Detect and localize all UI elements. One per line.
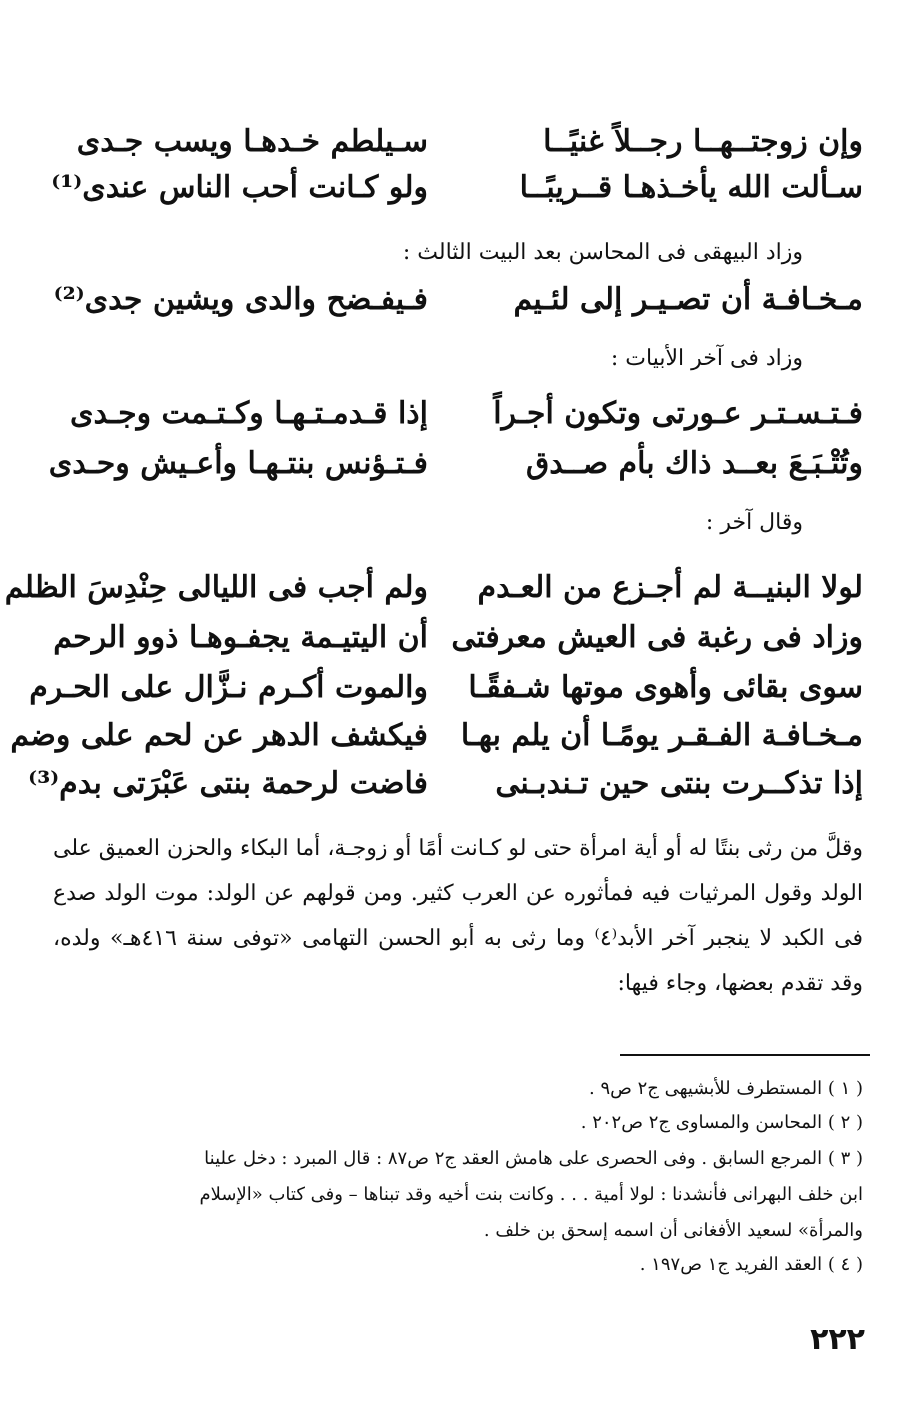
verse-second-hemistich: ولو كـانت أحب الناس عندى⁽¹⁾ bbox=[51, 170, 428, 205]
verse-second-hemistich: والموت أكـرم نـزَّال على الحـرم bbox=[29, 670, 428, 705]
verse-second-hemistich: فيكشف الدهر عن لحم على وضم bbox=[10, 718, 428, 753]
footnote: ( ٤ ) العقد الفريد ج١ ص١٩٧ . bbox=[639, 1254, 863, 1275]
footnote: ابن خلف البهرانى فأنشدنا : لولا أمية . . . وكانت بنت أخيه وقد تبناها – وفى كتاب «الإسلام bbox=[199, 1184, 863, 1205]
footnote: ( ٢ ) المحاسن والمساوى ج٢ ص٢٠٢ . bbox=[580, 1112, 863, 1133]
verse-first-hemistich: سـألت الله يأخـذهـا قــريبًــا bbox=[519, 170, 863, 205]
verse-second-hemistich: فـيفـضح والدى ويشين جدى⁽²⁾ bbox=[53, 282, 428, 317]
verse-first-hemistich: مـخـافـة الفـقـر يومًـا أن يلم بهـا bbox=[460, 718, 863, 753]
intro-text: وقال آخر : bbox=[705, 510, 803, 535]
verse-second-hemistich: إذا قـدمـتـهـا وكـتـمت وجـدى bbox=[70, 396, 428, 431]
verse-first-hemistich: مـخـافـة أن تصـيـر إلى لئـيم bbox=[513, 282, 863, 317]
verse-first-hemistich: سوى بقائى وأهوى موتها شـفقًـا bbox=[468, 670, 863, 705]
verse-second-hemistich: فـتـؤنس بنتـهـا وأعـيش وحـدى bbox=[48, 446, 428, 481]
footnote: ( ١ ) المستطرف للأبشيهى ج٢ ص٩ . bbox=[589, 1078, 863, 1099]
intro-text: وزاد فى آخر الأبيات : bbox=[610, 346, 803, 371]
verse-first-hemistich: وإن زوجتــهــا رجــلاً غنيًــا bbox=[543, 124, 863, 159]
verse-second-hemistich: ولم أجب فى الليالى حِنْدِسَ الظلم bbox=[4, 570, 428, 605]
verse-second-hemistich: سـيلطم خـدهـا ويسب جـدى bbox=[76, 124, 428, 159]
footnote: ( ٣ ) المرجع السابق . وفى الحصرى على هامش العقد ج٢ ص٨٧ : قال المبرد : دخل علينا bbox=[204, 1148, 863, 1169]
footnote-separator bbox=[620, 1054, 870, 1056]
verse-second-hemistich: أن اليتيـمة يجفـوهـا ذوو الرحم bbox=[53, 620, 428, 655]
verse-first-hemistich: لولا البنيــة لم أجـزع من العـدم bbox=[477, 570, 863, 605]
verse-first-hemistich: وزاد فى رغبة فى العيش معرفتى bbox=[451, 620, 863, 655]
intro-text: وزاد البيهقى فى المحاسن بعد البيت الثالث : bbox=[402, 240, 803, 265]
verse-first-hemistich: وتُتْـبَـعَ بعــد ذاك بأم صــدق bbox=[526, 446, 863, 481]
footnote: والمرأة» لسعيد الأفغانى أن اسمه إسحق بن خلف . bbox=[483, 1220, 863, 1241]
verse-first-hemistich: فـتـسـتـر عـورتى وتكون أجـراً bbox=[493, 396, 863, 431]
verse-first-hemistich: إذا تذكــرت بنتى حين تـندبـنى bbox=[495, 766, 863, 801]
page-number: ٢٢٢ bbox=[810, 1322, 865, 1357]
body-paragraph: وقلَّ من رثى بنتًا له أو أية امرأة حتى لو كـانت أمًا أو زوجـة، أما البكاء والحزن العميق على الولد وقول المرثيات فيه فمأثوره عن العرب كثير. ومن قولهم عن الولد: موت الولد صدع فى الكبد لا ينجبر آخر الأبد⁽٤⁾ وما رثى به أبو الحسن التهامى «توفى سنة ٤١٦هـ» ولده، وقد تقدم بعضها، وجاء فيها: bbox=[53, 836, 863, 996]
verse-second-hemistich: فاضت لرحمة بنتى عَبْرَتى بدم⁽³⁾ bbox=[28, 766, 428, 801]
